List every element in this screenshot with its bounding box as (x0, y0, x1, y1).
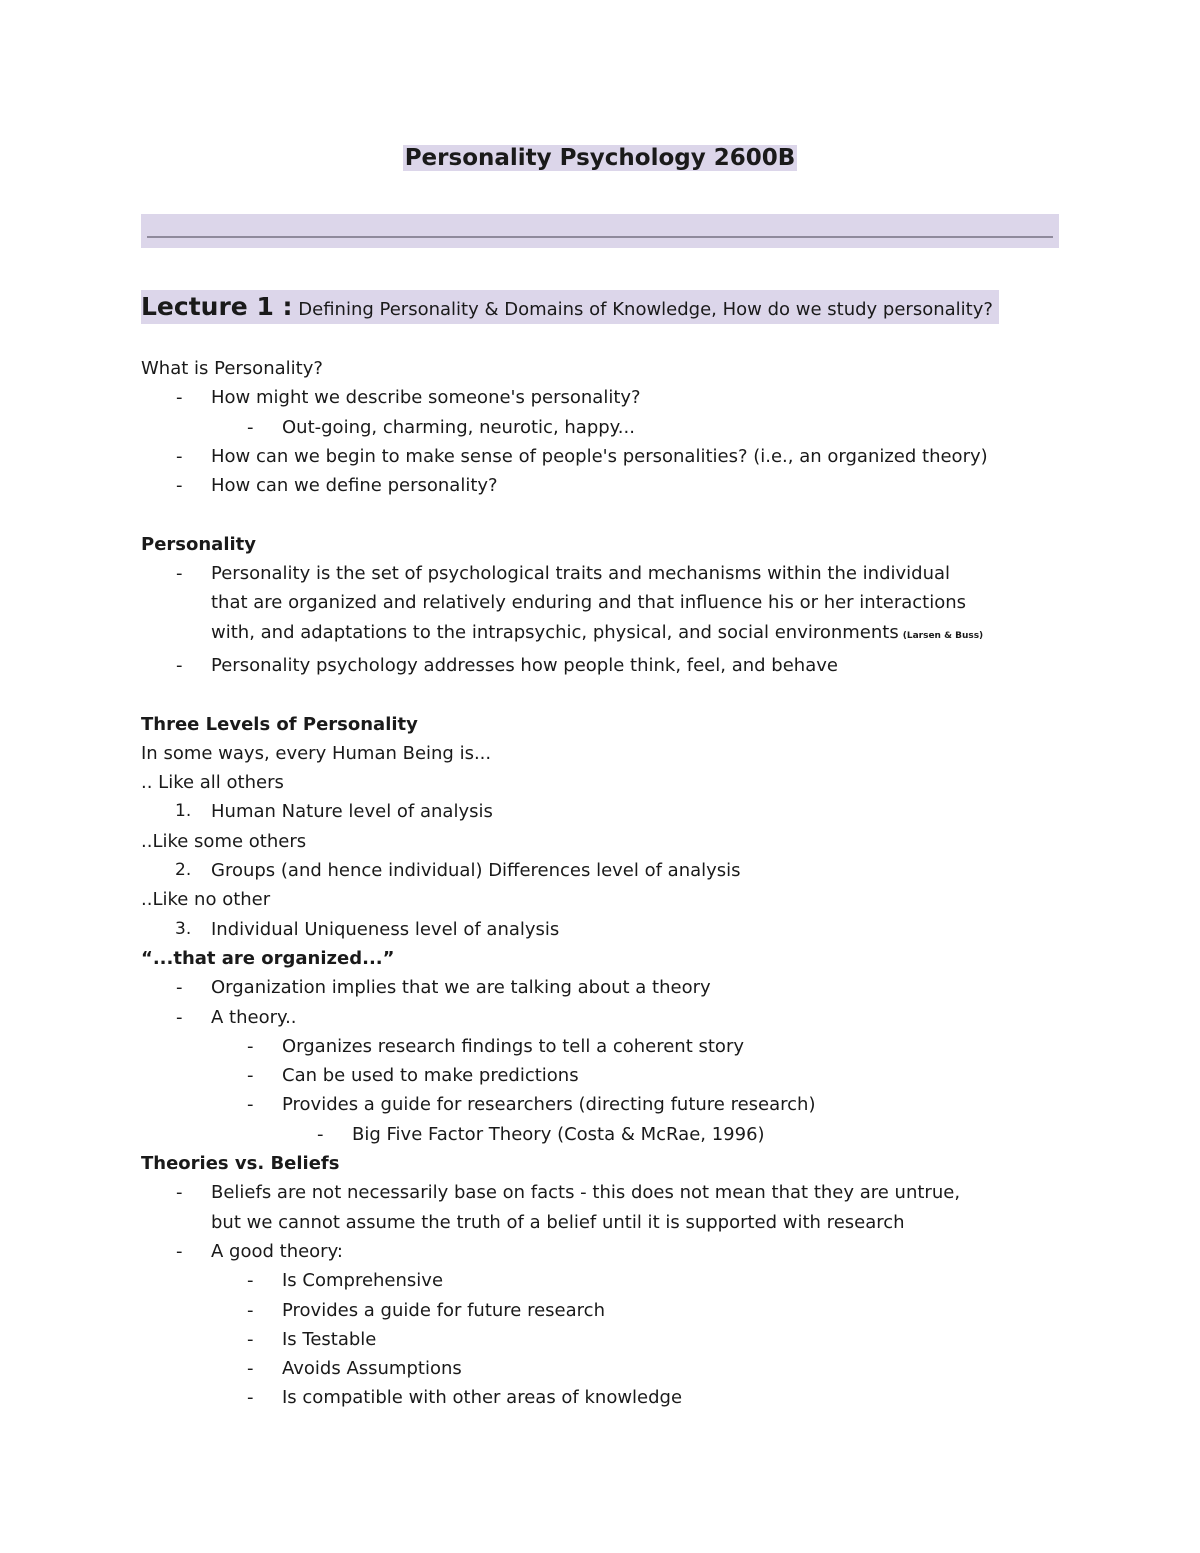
list-item-text: Is Comprehensive (282, 1270, 444, 1292)
list-item (141, 1061, 1071, 1090)
list-item (141, 1354, 1071, 1383)
list-item-continuation (141, 618, 1071, 651)
list-item (141, 1383, 1071, 1412)
document-body (141, 354, 1071, 1413)
title-divider-bar (141, 214, 1059, 248)
level-label: .. Like all others (141, 772, 284, 794)
list-item-text: Out-going, charming, neurotic, happy... (282, 416, 635, 438)
bullet-dash: - (176, 563, 183, 585)
list-item (141, 651, 1071, 680)
spacer (141, 680, 1071, 709)
item-number: 2. (175, 860, 192, 881)
bullet-dash: - (247, 1065, 254, 1087)
list-item (141, 1296, 1071, 1325)
list-item-text: Individual Uniqueness level of analysis (211, 918, 560, 940)
list-item (141, 1003, 1071, 1032)
list-item-text: Provides a guide for researchers (directing future research) (282, 1094, 816, 1116)
bullet-dash: - (247, 1328, 254, 1350)
bullet-dash: - (176, 977, 183, 999)
list-item-text: Personality is the set of psychological traits and mechanisms within the individual (211, 563, 951, 585)
section-heading-what-is: What is Personality? (141, 358, 323, 379)
list-item (141, 1090, 1071, 1119)
bullet-dash: - (176, 1006, 183, 1028)
list-item (141, 1178, 1071, 1207)
paragraph: In some ways, every Human Being is... (141, 742, 492, 764)
list-item-text: Provides a guide for future research (282, 1299, 605, 1321)
section-heading-organized: “...that are organized...” (141, 947, 395, 969)
list-item-text: How can we define personality? (211, 475, 498, 497)
lecture-subtitle: Defining Personality & Domains of Knowledge, How do we study personality? (292, 299, 993, 320)
bullet-dash: - (176, 387, 183, 409)
list-item (141, 973, 1071, 1002)
list-item-text: Is compatible with other areas of knowledge (282, 1387, 683, 1409)
bullet-dash: - (247, 416, 254, 438)
list-item (141, 1032, 1071, 1061)
list-item-continuation (141, 588, 1071, 617)
list-item-text: A good theory: (211, 1240, 343, 1262)
list-item-text: Personality psychology addresses how people think, feel, and behave (211, 654, 838, 676)
numbered-item (141, 856, 1071, 885)
level-label: ..Like no other (141, 889, 271, 911)
bullet-dash: - (247, 1358, 254, 1380)
list-item-text: Groups (and hence individual) Differences level of analysis (211, 860, 741, 882)
list-item (141, 1120, 1071, 1149)
item-number: 3. (175, 918, 192, 939)
list-item-text: How can we begin to make sense of people's personalities? (i.e., an organized theory) (211, 445, 988, 467)
bullet-dash: - (317, 1123, 324, 1145)
list-item (141, 413, 1071, 442)
bullet-dash: - (247, 1270, 254, 1292)
list-item (141, 559, 1071, 588)
list-item (141, 471, 1071, 500)
list-item (141, 442, 1071, 471)
list-item-text: Avoids Assumptions (282, 1358, 462, 1380)
lecture-label: Lecture 1 : (141, 292, 293, 321)
bullet-dash: - (176, 445, 183, 467)
list-item-text: Organizes research findings to tell a coherent story (282, 1035, 744, 1057)
bullet-dash: - (176, 1240, 183, 1262)
list-item-continuation (141, 1208, 1071, 1237)
level-label: ..Like some others (141, 830, 307, 852)
bullet-dash: - (247, 1299, 254, 1321)
lecture-heading (141, 290, 999, 324)
section-heading-three-levels: Three Levels of Personality (141, 713, 418, 735)
bullet-dash: - (176, 475, 183, 497)
list-item-text: A theory.. (211, 1006, 297, 1028)
list-item-text: Beliefs are not necessarily base on facts - this does not mean that they are untrue, (211, 1182, 961, 1204)
list-item (141, 383, 1071, 412)
list-item-text: but we cannot assume the truth of a belief until it is supported with research (211, 1211, 905, 1233)
list-item-text: Big Five Factor Theory (Costa & McRae, 1996) (352, 1123, 765, 1145)
list-item-text: Is Testable (282, 1328, 377, 1350)
list-item-text: Organization implies that we are talking about a theory (211, 977, 711, 999)
document-title-text: Personality Psychology 2600B (404, 145, 796, 171)
list-item-text: that are organized and relatively enduring and that influence his or her interactions (211, 592, 967, 614)
bullet-dash: - (247, 1387, 254, 1409)
list-item-text: with, and adaptations to the intrapsychic, physical, and social environments (211, 621, 899, 643)
spacer (141, 500, 1071, 529)
bullet-dash: - (247, 1094, 254, 1116)
citation: (Larsen & Buss) (902, 630, 984, 641)
list-item (141, 1325, 1071, 1354)
list-item-text: How might we describe someone's personality? (211, 387, 641, 409)
bullet-dash: - (176, 1182, 183, 1204)
section-heading-personality: Personality (141, 533, 256, 555)
bullet-dash: - (176, 654, 183, 676)
list-item-text: Human Nature level of analysis (211, 801, 493, 823)
numbered-item (141, 797, 1071, 826)
list-item (141, 1237, 1071, 1266)
list-item-text: Can be used to make predictions (282, 1065, 579, 1087)
section-heading-theories: Theories vs. Beliefs (141, 1153, 340, 1175)
numbered-item (141, 915, 1071, 944)
bullet-dash: - (247, 1035, 254, 1057)
horizontal-rule (147, 236, 1053, 238)
item-number: 1. (175, 801, 192, 822)
document-title (0, 141, 1200, 175)
list-item (141, 1266, 1071, 1295)
